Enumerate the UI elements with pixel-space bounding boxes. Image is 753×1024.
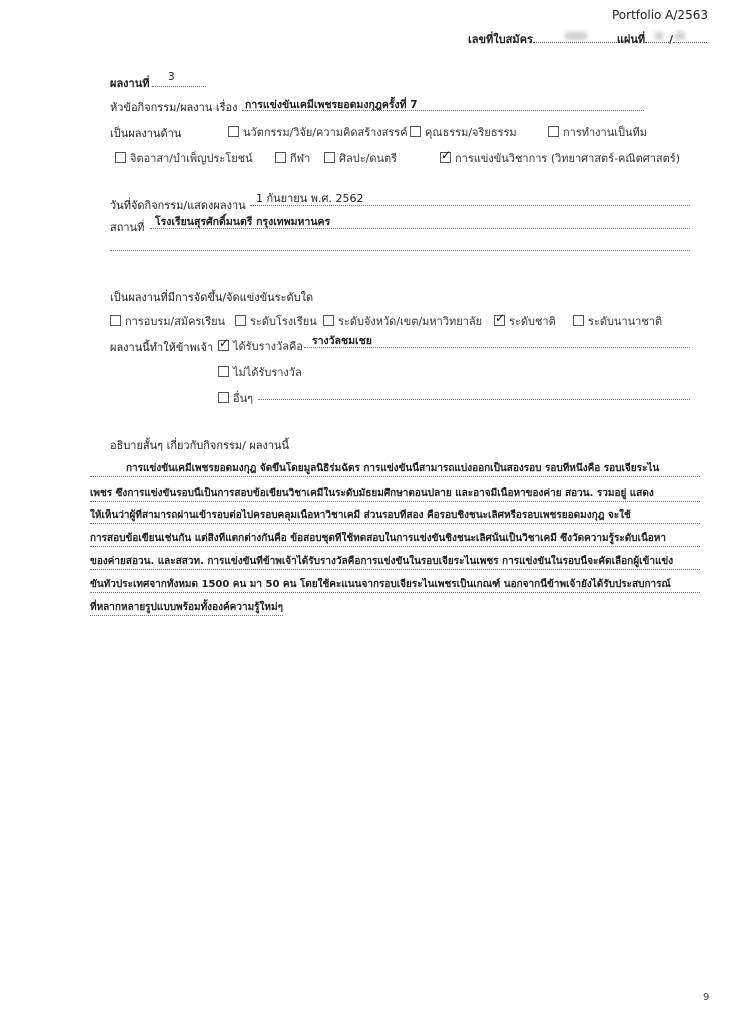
sheet-slash: / (669, 33, 674, 46)
description-line: ให้เห็นว่าผู้ที่สามารถผ่านเข้ารอบต่อไปครอบคลุมเนื้อหาวิชาเคมี ส่วนรอบที่สอง คือรอบชิงชนะเลิศหรือรอบเพชรยอดมงกุฎ จะใช้ (90, 509, 700, 524)
result-option-no-award[interactable] (218, 363, 302, 381)
level-option-school[interactable] (235, 312, 317, 330)
sheet-number-field[interactable] (645, 32, 669, 43)
application-number-field[interactable] (533, 32, 617, 43)
level-option-national[interactable] (494, 312, 556, 330)
checkbox-no-award[interactable] (218, 366, 229, 377)
work-number-label: ผลงานที่ (110, 77, 150, 90)
checkbox-international[interactable] (573, 315, 584, 326)
topic-value[interactable]: การแข่งขันเคมีเพชรยอดมงกุฎครั้งที่ 7 (245, 99, 418, 111)
area-option-label: ศิลปะ/ดนตรี (339, 152, 398, 165)
description-line: เพชร ซึ่งการแข่งขันรอบนี้เป็นการสอบข้อเขียนวิชาเคมีในระดับมัธยมศึกษาตอนปลาย และอาจมีเนื้อหาของค่าย สอวน. รวมอยู่ แสดง (90, 487, 700, 502)
level-option-training[interactable] (110, 312, 225, 330)
page-number: 9 (703, 992, 710, 1003)
level-label: เป็นผลงานที่มีการจัดขึ้น/จัดแข่งขันระดับใด (110, 291, 314, 304)
place-value[interactable]: โรงเรียนสุรศักดิ์มนตรี กรุงเทพมหานคร (155, 216, 331, 228)
result-option-label: อื่นๆ (233, 392, 254, 405)
checkbox-school[interactable] (235, 315, 246, 326)
checkbox-academic-checked[interactable] (440, 152, 451, 163)
result-option-label: ไม่ได้รับรางวัล (233, 366, 302, 379)
application-number-label: เลขที่ใบสมัคร (468, 33, 533, 46)
portfolio-code: Portfolio A/2563 (612, 8, 708, 22)
checkbox-art[interactable] (324, 152, 335, 163)
area-option-teamwork[interactable] (548, 123, 647, 141)
level-option-label: ระดับชาติ (509, 315, 556, 328)
level-option-label: ระดับจังหวัด/เขต/มหาวิทยาลัย (338, 315, 483, 328)
checkbox-national-checked[interactable] (494, 315, 505, 326)
area-option-sport[interactable] (275, 149, 310, 167)
level-option-international[interactable] (573, 312, 662, 330)
description-label: อธิบายสั้นๆ เกี่ยวกับกิจกรรม/ ผลงานนี้ (110, 439, 290, 452)
place-dots-extra (110, 250, 690, 251)
description-line: การแข่งขันเคมีเพชรยอดมงกุฎ จัดขึ้นโดยมูลนิธิร่มฉัตร การแข่งขันนี้สามารถแบ่งออกเป็นสองรอบ รอบที่หนึ่งคือ รอบเจียระไน (90, 462, 700, 477)
checkbox-other[interactable] (218, 392, 229, 403)
sheet-label: แผ่นที่ (616, 33, 646, 46)
description-body[interactable] (90, 462, 700, 622)
checkbox-teamwork[interactable] (548, 126, 559, 137)
checkbox-ethics[interactable] (410, 126, 421, 137)
work-number-dots (152, 86, 206, 87)
work-number-value[interactable]: 3 (168, 71, 175, 83)
area-option-innovation[interactable] (228, 123, 408, 141)
area-label: เป็นผลงานด้าน (110, 127, 182, 140)
date-label: วันที่จัดกิจกรรม/แสดงผลงาน (110, 199, 246, 212)
checkbox-sport[interactable] (275, 152, 286, 163)
result-option-label: ได้รับรางวัลคือ (233, 340, 303, 353)
result-option-other[interactable] (218, 389, 253, 407)
checkbox-training[interactable] (110, 315, 121, 326)
result-label: ผลงานนี้ทำให้ข้าพเจ้า (110, 341, 214, 354)
description-line: ขันทั่วประเทศจากทั้งหมด 1500 คน มา 50 คน โดยใช้คะแนนจากรอบเจียระไนเพชรเป็นเกณฑ์ นอกจากนี้ข้าพเจ้ายังได้รับประสบการณ์ (90, 578, 700, 593)
sheet-total-field[interactable] (673, 32, 707, 43)
level-option-province[interactable] (323, 312, 482, 330)
checkbox-award-checked[interactable] (218, 340, 229, 351)
description-line: ของค่ายสอวน. และสสวท. การแข่งขันที่ข้าพเจ้าได้รับรางวัลคือการแข่งขันในรอบเจียระไนเพชร การแข่งขันในรอบนี้จะคัดเลือกผู้เข้าแข่ง (90, 555, 700, 570)
checkbox-innovation[interactable] (228, 126, 239, 137)
area-option-art[interactable] (324, 149, 397, 167)
area-option-label: การแข่งขันวิชาการ (วิทยาศาสตร์-คณิตศาสตร์) (455, 152, 680, 165)
level-option-label: ระดับโรงเรียน (250, 315, 317, 328)
level-option-label: การอบรม/สมัครเรียน (125, 315, 226, 328)
date-value[interactable]: 1 กันยายน พ.ศ. 2562 (256, 192, 364, 205)
area-option-label: กีฬา (290, 152, 311, 165)
place-label: สถานที่ (110, 221, 145, 234)
level-option-label: ระดับนานาชาติ (588, 315, 663, 328)
area-option-ethics[interactable] (410, 123, 517, 141)
description-line: การสอบข้อเขียนเช่นกัน แต่สิ่งที่แตกต่างกันคือ ข้อสอบชุดที่ใช้ทดสอบในการแข่งขันชิงชนะเลิศนั้นเป็นวิชาเคมี ซึ่งวัดความรู้ระดับเนื้อหา (90, 532, 700, 547)
other-dots (258, 399, 690, 400)
area-option-academic[interactable] (440, 149, 680, 167)
topic-label: หัวข้อกิจกรรม/ผลงาน เรื่อง (110, 101, 238, 114)
checkbox-province[interactable] (323, 315, 334, 326)
area-option-volunteer[interactable] (115, 149, 253, 167)
area-option-label: จิตอาสา/บำเพ็ญประโยชน์ (130, 152, 253, 165)
area-option-label: คุณธรรม/จริยธรรม (425, 126, 517, 139)
result-option-award[interactable] (218, 337, 303, 355)
checkbox-volunteer[interactable] (115, 152, 126, 163)
area-option-label: การทำงานเป็นทีม (563, 126, 648, 139)
application-number-row (468, 30, 707, 48)
award-value[interactable]: รางวัลชมเชย (312, 335, 372, 347)
description-line: ที่หลากหลายรูปแบบพร้อมทั้งองค์ความรู้ใหม่ๆ (90, 601, 283, 616)
area-option-label: นวัตกรรม/วิจัย/ความคิดสร้างสรรค์ (243, 126, 408, 139)
